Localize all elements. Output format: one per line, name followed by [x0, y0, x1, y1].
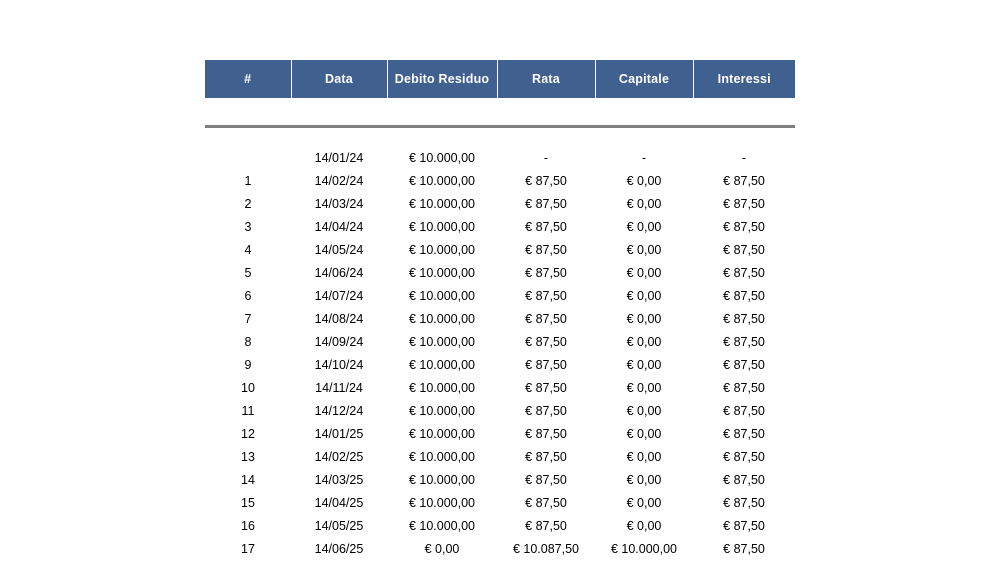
cell-interessi[interactable]: € 87,50	[723, 357, 765, 372]
table-row[interactable]	[205, 215, 795, 238]
table-row[interactable]	[205, 491, 795, 514]
cell-number[interactable]: 14	[241, 472, 255, 487]
cell-rata[interactable]: € 87,50	[525, 196, 567, 211]
cell-capitale[interactable]: € 0,00	[626, 380, 662, 395]
cell-rata[interactable]: € 87,50	[525, 472, 567, 487]
cell-interessi[interactable]: € 87,50	[723, 403, 765, 418]
cell-number[interactable]: 10	[241, 380, 255, 395]
cell-data[interactable]: 14/03/25	[314, 472, 364, 487]
cell-debito-residuo[interactable]: € 10.000,00	[408, 518, 476, 533]
cell-capitale[interactable]: € 0,00	[626, 219, 662, 234]
table-row[interactable]	[205, 514, 795, 537]
cell-data[interactable]: 14/05/24	[314, 242, 364, 257]
cell-debito-residuo[interactable]: € 0,00	[424, 541, 460, 556]
cell-debito-residuo[interactable]: € 10.000,00	[408, 173, 476, 188]
cell-capitale[interactable]: € 0,00	[626, 449, 662, 464]
cell-rata[interactable]: € 87,50	[525, 518, 567, 533]
cell-interessi[interactable]: € 87,50	[723, 311, 765, 326]
cell-data[interactable]: 14/10/24	[314, 357, 364, 372]
cell-capitale[interactable]: € 0,00	[626, 311, 662, 326]
table-row[interactable]	[205, 445, 795, 468]
spacer	[205, 128, 795, 146]
cell-data[interactable]: 14/05/25	[314, 518, 364, 533]
cell-capitale[interactable]: € 0,00	[626, 334, 662, 349]
cell-rata[interactable]: € 87,50	[525, 403, 567, 418]
table-row[interactable]	[205, 468, 795, 491]
cell-number[interactable]: 13	[241, 449, 255, 464]
cell-rata[interactable]: € 87,50	[525, 242, 567, 257]
cell-number[interactable]: 2	[244, 196, 252, 211]
cell-debito-residuo[interactable]: € 10.000,00	[408, 357, 476, 372]
table-body	[205, 98, 795, 560]
cell-capitale[interactable]: -	[641, 150, 647, 165]
cell-data[interactable]: 14/09/24	[314, 334, 364, 349]
cell-capitale[interactable]: € 0,00	[626, 403, 662, 418]
cell-debito-residuo[interactable]: € 10.000,00	[408, 449, 476, 464]
cell-interessi[interactable]: € 87,50	[723, 242, 765, 257]
column-header-debito-residuo[interactable]: Debito Residuo	[387, 60, 497, 98]
cell-capitale[interactable]: € 0,00	[626, 265, 662, 280]
cell-capitale[interactable]: € 0,00	[626, 495, 662, 510]
cell-rata[interactable]: -	[543, 150, 549, 165]
cell-rata[interactable]: € 87,50	[525, 311, 567, 326]
table-row[interactable]	[205, 238, 795, 261]
cell-number[interactable]: 15	[241, 495, 255, 510]
cell-number[interactable]: 7	[244, 311, 252, 326]
cell-debito-residuo[interactable]: € 10.000,00	[408, 380, 476, 395]
table-row[interactable]	[205, 330, 795, 353]
cell-interessi[interactable]: € 87,50	[723, 518, 765, 533]
spacer	[205, 98, 795, 124]
cell-capitale[interactable]: € 0,00	[626, 426, 662, 441]
cell-number[interactable]: 4	[244, 242, 252, 257]
cell-number[interactable]: 3	[244, 219, 252, 234]
cell-number[interactable]: 5	[244, 265, 252, 280]
amortization-table-wrap	[205, 60, 795, 560]
table-row[interactable]	[205, 376, 795, 399]
cell-data[interactable]: 14/04/24	[314, 219, 364, 234]
column-header-number[interactable]: #	[205, 60, 291, 98]
table-row[interactable]	[205, 169, 795, 192]
cell-capitale[interactable]: € 0,00	[626, 472, 662, 487]
cell-data[interactable]: 14/03/24	[314, 196, 364, 211]
cell-number[interactable]: 9	[244, 357, 252, 372]
cell-debito-residuo[interactable]: € 10.000,00	[408, 150, 476, 165]
cell-rata[interactable]: € 87,50	[525, 357, 567, 372]
cell-debito-residuo[interactable]: € 10.000,00	[408, 403, 476, 418]
cell-interessi[interactable]: € 87,50	[723, 219, 765, 234]
table-header	[205, 60, 795, 98]
cell-data[interactable]: 14/02/25	[314, 449, 364, 464]
cell-capitale[interactable]: € 0,00	[626, 518, 662, 533]
cell-number[interactable]: 8	[244, 334, 252, 349]
cell-rata[interactable]: € 87,50	[525, 288, 567, 303]
cell-number[interactable]: 16	[241, 518, 255, 533]
cell-debito-residuo[interactable]: € 10.000,00	[408, 288, 476, 303]
cell-data[interactable]: 14/11/24	[315, 380, 363, 395]
cell-rata[interactable]: € 87,50	[525, 426, 567, 441]
cell-data[interactable]: 14/06/25	[314, 541, 364, 556]
cell-data[interactable]: 14/02/24	[314, 173, 364, 188]
cell-number[interactable]: 17	[241, 541, 255, 556]
cell-interessi[interactable]: € 87,50	[723, 472, 765, 487]
cell-data[interactable]: 14/01/24	[314, 150, 364, 165]
cell-interessi[interactable]: € 87,50	[723, 265, 765, 280]
cell-number[interactable]: 1	[244, 173, 252, 188]
cell-debito-residuo[interactable]: € 10.000,00	[408, 196, 476, 211]
cell-rata[interactable]: € 10.087,50	[512, 541, 580, 556]
cell-data[interactable]: 14/06/24	[314, 265, 364, 280]
table-row[interactable]	[205, 307, 795, 330]
cell-debito-residuo[interactable]: € 10.000,00	[408, 426, 476, 441]
cell-interessi[interactable]: € 87,50	[723, 380, 765, 395]
table-row[interactable]	[205, 261, 795, 284]
cell-interessi[interactable]: € 87,50	[723, 541, 765, 556]
spacer-row	[205, 128, 795, 146]
column-header-data[interactable]: Data	[291, 60, 387, 98]
cell-debito-residuo[interactable]: € 10.000,00	[408, 495, 476, 510]
table-row[interactable]	[205, 146, 795, 169]
cell-number[interactable]: 12	[241, 426, 255, 441]
cell-capitale[interactable]: € 0,00	[626, 173, 662, 188]
cell-capitale[interactable]: € 0,00	[626, 357, 662, 372]
table-row[interactable]	[205, 399, 795, 422]
amortization-table	[205, 60, 795, 560]
cell-rata[interactable]: € 87,50	[525, 380, 567, 395]
cell-interessi[interactable]: -	[741, 150, 747, 165]
cell-debito-residuo[interactable]: € 10.000,00	[408, 265, 476, 280]
cell-interessi[interactable]: € 87,50	[723, 173, 765, 188]
table-row[interactable]	[205, 192, 795, 215]
cell-data[interactable]: 14/01/25	[314, 426, 364, 441]
cell-capitale[interactable]: € 0,00	[626, 196, 662, 211]
header-row	[205, 60, 795, 98]
cell-interessi[interactable]: € 87,50	[723, 288, 765, 303]
column-header-rata[interactable]: Rata	[497, 60, 595, 98]
table-row[interactable]	[205, 284, 795, 307]
cell-rata[interactable]: € 87,50	[525, 219, 567, 234]
cell-debito-residuo[interactable]: € 10.000,00	[408, 334, 476, 349]
cell-number[interactable]	[205, 146, 291, 169]
cell-rata[interactable]: € 87,50	[525, 495, 567, 510]
cell-interessi[interactable]: € 87,50	[723, 495, 765, 510]
table-row[interactable]	[205, 537, 795, 560]
cell-capitale[interactable]: € 10.000,00	[610, 541, 678, 556]
cell-number[interactable]: 11	[241, 403, 255, 418]
cell-interessi[interactable]: € 87,50	[723, 426, 765, 441]
cell-debito-residuo[interactable]: € 10.000,00	[408, 472, 476, 487]
spacer-row	[205, 98, 795, 124]
column-header-capitale[interactable]: Capitale	[595, 60, 693, 98]
cell-rata[interactable]: € 87,50	[525, 265, 567, 280]
cell-rata[interactable]: € 87,50	[525, 449, 567, 464]
table-row[interactable]	[205, 353, 795, 376]
cell-debito-residuo[interactable]: € 10.000,00	[408, 311, 476, 326]
cell-capitale[interactable]: € 0,00	[626, 288, 662, 303]
table-row[interactable]	[205, 422, 795, 445]
cell-data[interactable]: 14/07/24	[314, 288, 364, 303]
cell-rata[interactable]: € 87,50	[525, 173, 567, 188]
cell-data[interactable]: 14/04/25	[314, 495, 364, 510]
cell-interessi[interactable]: € 87,50	[723, 449, 765, 464]
cell-number[interactable]: 6	[244, 288, 252, 303]
cell-data[interactable]: 14/08/24	[314, 311, 364, 326]
cell-data[interactable]: 14/12/24	[314, 403, 364, 418]
cell-interessi[interactable]: € 87,50	[723, 334, 765, 349]
cell-debito-residuo[interactable]: € 10.000,00	[408, 242, 476, 257]
column-header-interessi[interactable]: Interessi	[693, 60, 795, 98]
cell-rata[interactable]: € 87,50	[525, 334, 567, 349]
cell-capitale[interactable]: € 0,00	[626, 242, 662, 257]
cell-debito-residuo[interactable]: € 10.000,00	[408, 219, 476, 234]
cell-interessi[interactable]: € 87,50	[723, 196, 765, 211]
